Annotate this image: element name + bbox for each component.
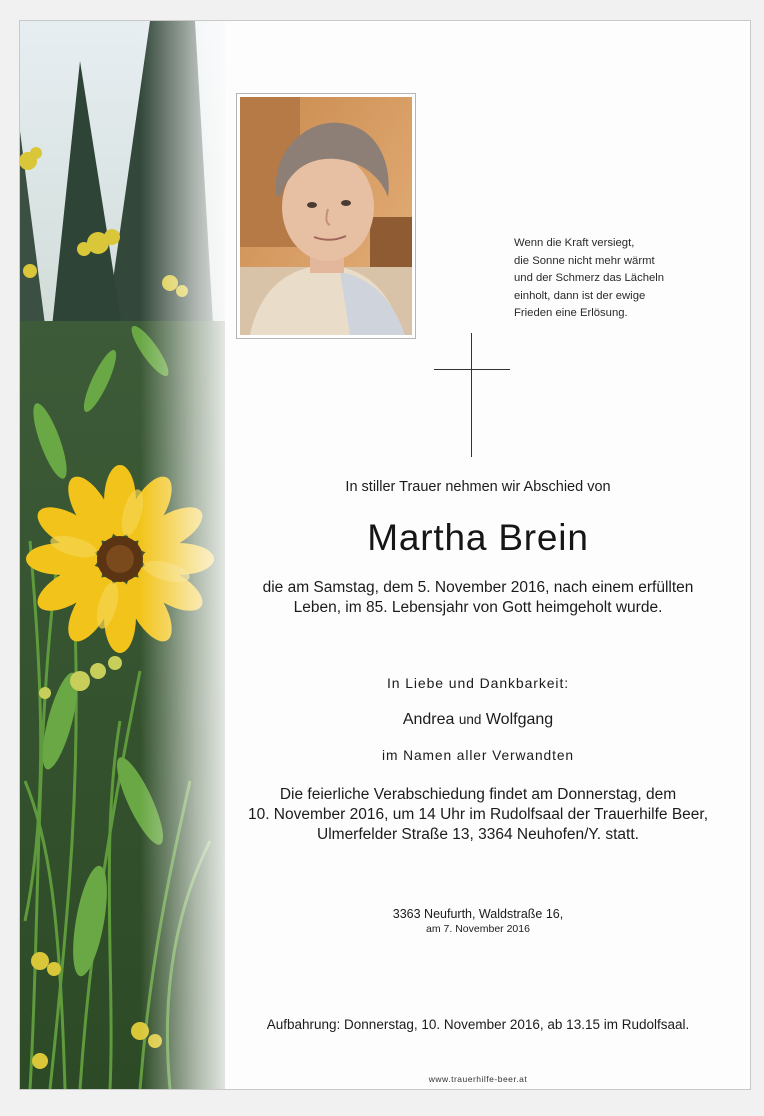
love-heading: In Liebe und Dankbarkeit: bbox=[386, 675, 570, 691]
mourner-name: Wolfgang bbox=[485, 711, 554, 728]
mourners bbox=[228, 711, 728, 729]
obituary-card bbox=[19, 20, 751, 1090]
ceremony-line: 10. November 2016, um 14 Uhr im Rudolfsaal der Trauerhilfe Beer, bbox=[247, 806, 709, 823]
death-line: Leben, im 85. Lebensjahr von Gott heimgeholt wurde. bbox=[293, 599, 663, 616]
quote-line: und der Schmerz das Lächeln bbox=[514, 272, 665, 285]
quote-line: Wenn die Kraft versiegt, bbox=[514, 237, 635, 249]
relatives-line: im Namen aller Verwandten bbox=[382, 748, 574, 763]
death-line: die am Samstag, dem 5. November 2016, nach einem erfüllten bbox=[262, 579, 694, 596]
death-statement bbox=[228, 578, 728, 618]
ceremony-line: Die feierliche Verabschiedung findet am Donnerstag, dem bbox=[279, 786, 677, 803]
deceased-name: Martha Brein bbox=[367, 517, 589, 558]
cross-icon bbox=[434, 333, 510, 457]
quote-line: einholt, dann ist der ewige bbox=[514, 289, 646, 302]
date-line: am 7. November 2016 bbox=[426, 923, 530, 935]
place-line: 3363 Neufurth, Waldstraße 16, bbox=[392, 907, 564, 921]
wake-info: Aufbahrung: Donnerstag, 10. November 2016, ab 13.15 im Rudolfsaal. bbox=[266, 1017, 690, 1032]
memorial-quote bbox=[514, 235, 744, 323]
mourner-connector: und bbox=[458, 712, 482, 727]
quote-line: Frieden eine Erlösung. bbox=[514, 307, 628, 320]
quote-line: die Sonne nicht mehr wärmt bbox=[514, 254, 655, 267]
website-link[interactable]: www.trauerhilfe-beer.at bbox=[428, 1074, 528, 1084]
photo-fade bbox=[140, 21, 225, 1089]
farewell-lead: In stiller Trauer nehmen wir Abschied von bbox=[345, 479, 611, 495]
ceremony-line: Ulmerfelder Straße 13, 3364 Neuhofen/Y. statt. bbox=[317, 826, 639, 843]
ceremony-details bbox=[228, 785, 728, 845]
mourner-name: Andrea bbox=[402, 711, 455, 728]
flower-photo bbox=[20, 21, 225, 1089]
portrait-photo bbox=[236, 93, 416, 339]
